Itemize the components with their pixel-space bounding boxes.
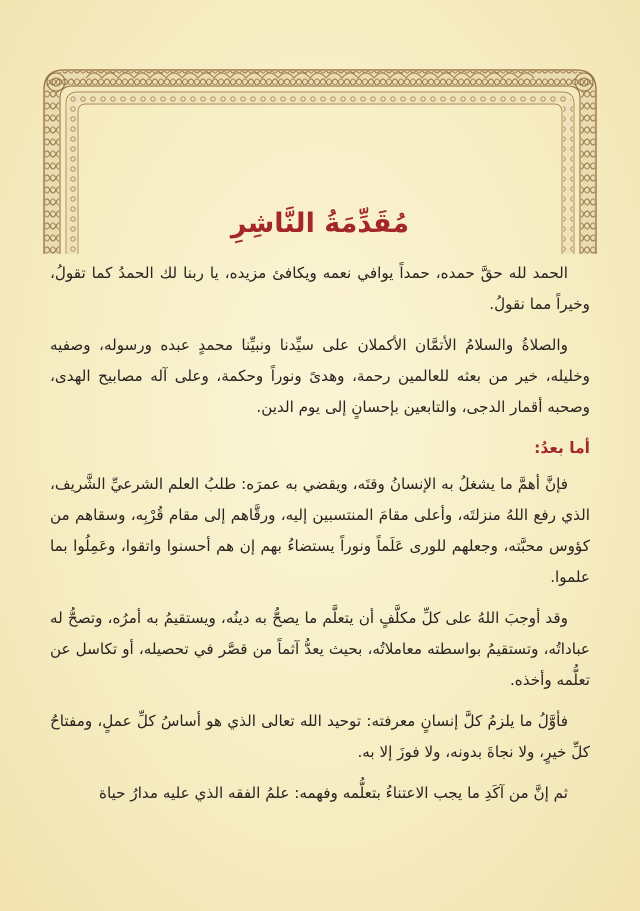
section-heading: أما بعدُ:	[534, 439, 590, 457]
paragraph-2: والصلاةُ والسلامُ الأتمَّان الأكملان على سيِّدنا ونبيِّنا محمدٍ عبده ورسوله، وصفيه وخليله، خير من بعثه للعالمين رحمة، وهدىً ونوراً وحكمة، وعلى آله مصابيح الهدى، وصحبه أقمار الدجى، والتابعين بإحسانٍ إلى يوم الدين.	[50, 336, 590, 416]
paragraph-3: فإنَّ أهمَّ ما يشغلُ به الإنسانُ وقتَه، ويقضي به عمرَه: طلبُ العلم الشرعيِّ الشَّريف، الذي رفع اللهُ منزلتَه، وأعلى مقامَ المنتسبين إليه، ورقَّاهم إلى مقام قُرْبِه، وسقاهم من كؤوس محبَّته، وجعلهم للورى عَلَماً ونوراً يستضاءُ بهم إن هم أحسنوا واتقوا، وعَمِلُوا بما علموا.	[50, 475, 590, 586]
page-title: مُقَدِّمَةُ النَّاشِرِ	[230, 208, 410, 239]
paragraph-6: ثم إنَّ من آكَدِ ما يجب الاعتناءُ بتعلُّمه وفهمه: علمُ الفقه الذي عليه مدارُ حياة	[98, 784, 568, 802]
paragraph-1: الحمد لله حقَّ حمده، حمداً يوافي نعمه ويكافئ مزيده، يا ربنا لك الحمدُ كما تقولُ، وخيراً مما نقولُ.	[50, 264, 590, 313]
paragraph-4: وقد أوجبَ اللهُ على كلِّ مكلَّفٍ أن يتعلَّم ما يصحُّ به دينُه، ويستقيمُ به أمرُه، وتصحُّ له عباداتُه، وتستقيمُ بواسطته معاملاتُه، بحيث يعدُّ آثماً من قصَّر في تحصيله، أو تكاسل عن تعلُّمه وأخذه.	[50, 609, 590, 689]
intro-text	[50, 258, 590, 819]
paragraph-5: فأوَّلُ ما يلزمُ كلَّ إنسانٍ معرفته: توحيد الله تعالى الذي هو أساسُ كلِّ عملٍ، ومفتاحُ كلِّ خيرٍ، ولا نجاةَ بدونه، ولا فوزَ إلا به.	[50, 712, 590, 761]
